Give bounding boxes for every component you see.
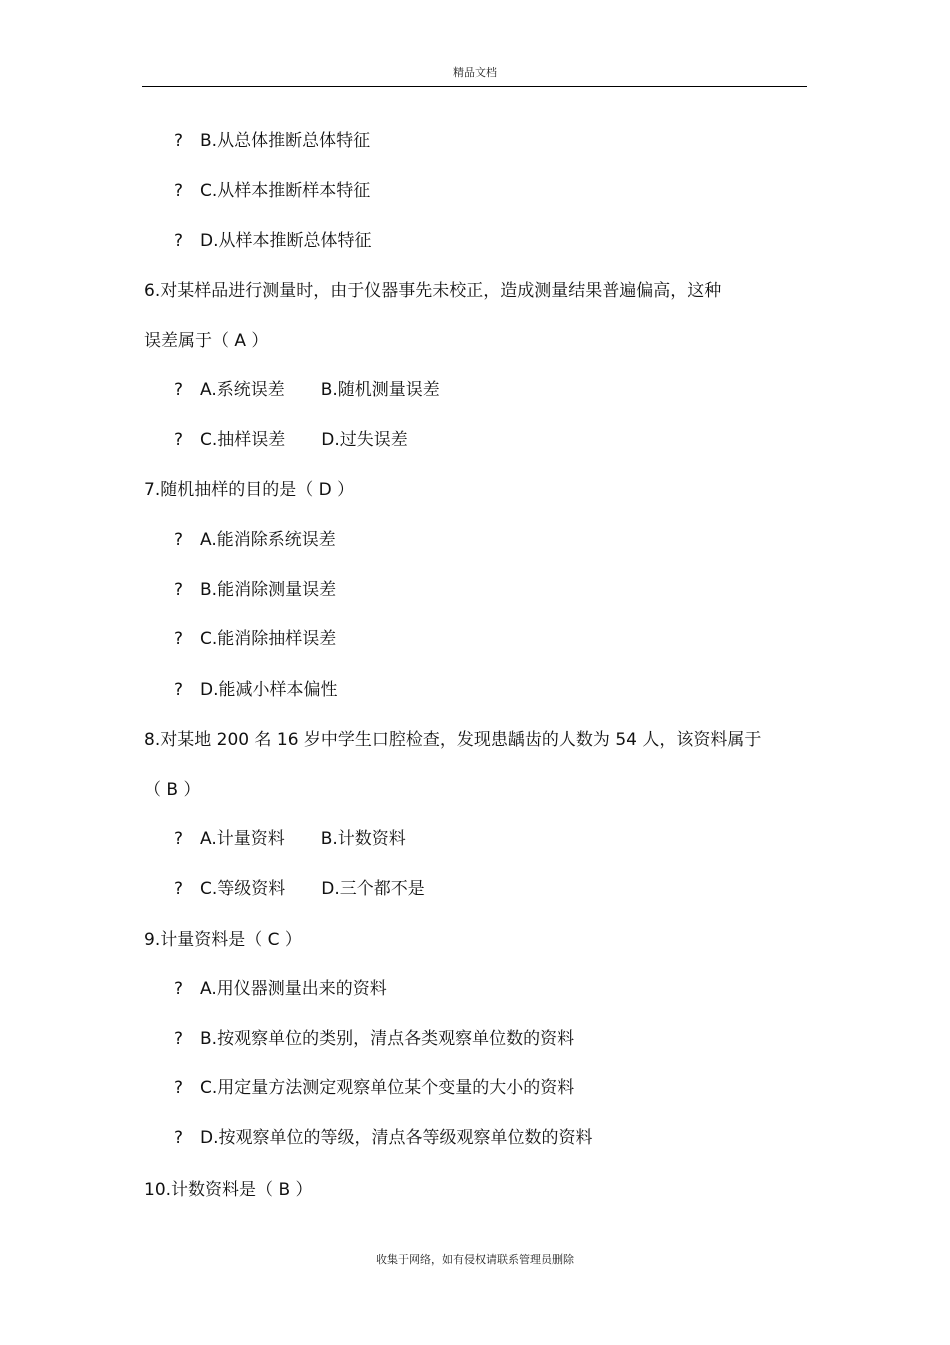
bullet-mark: ? [174, 430, 184, 450]
question-7: 7.随机抽样的目的是（ D ） [144, 480, 355, 500]
bullet-mark: ? [174, 1128, 184, 1148]
bullet-mark: ? [174, 131, 184, 151]
option-7c [174, 629, 336, 649]
option-text: D.按观察单位的等级，清点各等级观察单位数的资料 [200, 1128, 593, 1148]
option-text: D.从样本推断总体特征 [200, 231, 372, 251]
option-text: D.能减小样本偏性 [200, 680, 338, 700]
option-text: A.能消除系统误差 [200, 530, 336, 550]
option-text: C.能消除抽样误差 [200, 629, 337, 649]
question-10: 10.计数资料是（ B ） [144, 1180, 313, 1200]
option-9b [174, 1029, 574, 1049]
page-header: 精品文档 [453, 66, 497, 79]
option-text: B.能消除测量误差 [200, 580, 337, 600]
bullet-mark: ? [174, 979, 184, 999]
options-6-cd [174, 430, 408, 450]
option-text: B.从总体推断总体特征 [200, 131, 371, 151]
question-6-line-1: 6.对某样品进行测量时，由于仪器事先未校正，造成测量结果普遍偏高，这种 [144, 281, 722, 301]
bullet-mark: ? [174, 231, 184, 251]
question-6-line-2: 误差属于（ A ） [144, 331, 269, 351]
option-8c: C.等级资料 [200, 879, 286, 899]
option-9c [174, 1078, 574, 1098]
bullet-mark: ? [174, 829, 184, 849]
options-8-ab [174, 829, 406, 849]
options-8-cd [174, 879, 425, 899]
option-8a: A.计量资料 [200, 829, 285, 849]
options-6-ab [174, 380, 440, 400]
option-text: C.从样本推断样本特征 [200, 181, 371, 201]
option-9d [174, 1128, 593, 1148]
option-7a [174, 530, 336, 550]
option-text: A.用仪器测量出来的资料 [200, 979, 387, 999]
option-7d [174, 680, 338, 700]
option-5d [174, 231, 372, 251]
option-8b: B.计数资料 [320, 829, 406, 849]
bullet-mark: ? [174, 1078, 184, 1098]
question-8-line-2: （ B ） [144, 780, 201, 800]
bullet-mark: ? [174, 380, 184, 400]
option-5c [174, 181, 370, 201]
option-text: C.用定量方法测定观察单位某个变量的大小的资料 [200, 1078, 575, 1098]
option-8d: D.三个都不是 [321, 879, 425, 899]
option-7b [174, 580, 336, 600]
option-6c: C.抽样误差 [200, 430, 286, 450]
bullet-mark: ? [174, 680, 184, 700]
option-9a [174, 979, 387, 999]
option-6d: D.过失误差 [321, 430, 408, 450]
bullet-mark: ? [174, 580, 184, 600]
option-5b [174, 131, 370, 151]
header-divider [142, 86, 807, 87]
option-text: B.按观察单位的类别，清点各类观察单位数的资料 [200, 1029, 575, 1049]
bullet-mark: ? [174, 181, 184, 201]
question-8-line-1: 8.对某地 200 名 16 岁中学生口腔检查，发现患龋齿的人数为 54 人，该资料属于 [144, 730, 762, 750]
option-6b: B.随机测量误差 [320, 380, 440, 400]
bullet-mark: ? [174, 530, 184, 550]
bullet-mark: ? [174, 879, 184, 899]
question-9: 9.计量资料是（ C ） [144, 930, 302, 950]
bullet-mark: ? [174, 1029, 184, 1049]
bullet-mark: ? [174, 629, 184, 649]
option-6a: A.系统误差 [200, 380, 285, 400]
page-footer: 收集于网络，如有侵权请联系管理员删除 [376, 1253, 574, 1266]
